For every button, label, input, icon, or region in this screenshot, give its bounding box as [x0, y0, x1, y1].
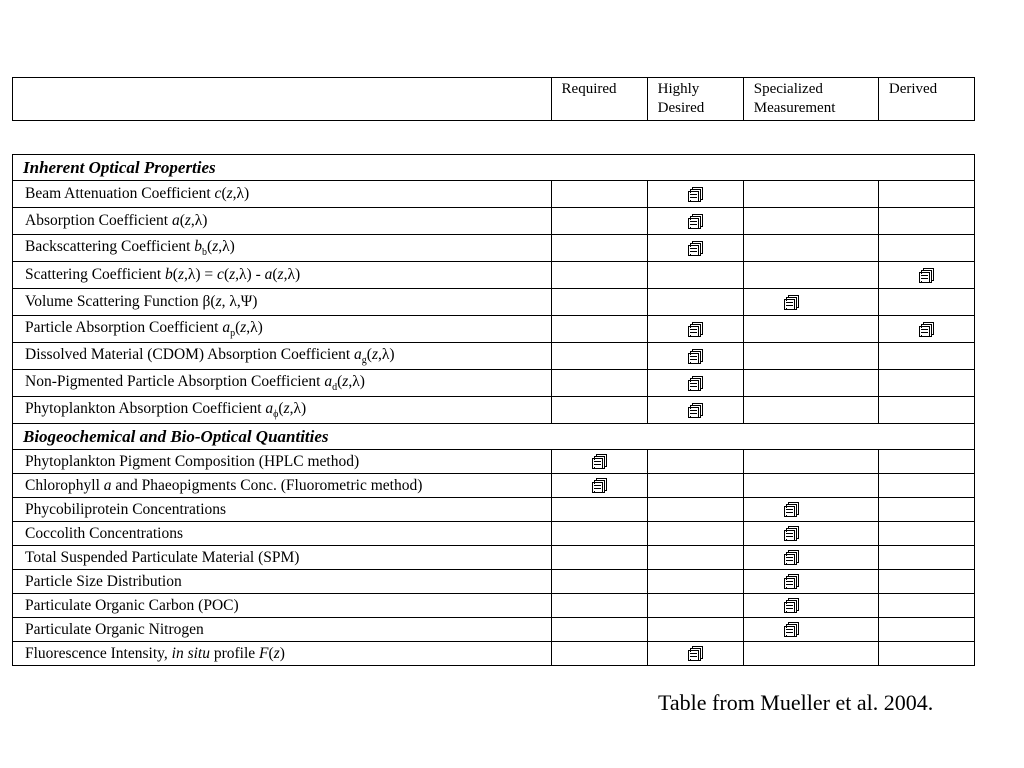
table-row — [13, 570, 975, 594]
document-stack-icon — [688, 349, 701, 364]
highly-desired-cell — [647, 370, 743, 397]
header-table — [12, 77, 975, 121]
table-row — [13, 370, 975, 397]
specialized-cell — [743, 208, 878, 235]
highly-desired-cell — [647, 289, 743, 316]
derived-cell — [878, 522, 974, 546]
header-empty — [13, 78, 552, 121]
table-row — [13, 208, 975, 235]
document-stack-icon — [784, 295, 797, 310]
specialized-cell — [743, 498, 878, 522]
specialized-cell — [743, 474, 878, 498]
derived-cell — [878, 289, 974, 316]
derived-cell — [878, 181, 974, 208]
derived-cell — [878, 235, 974, 262]
table-row — [13, 397, 975, 424]
specialized-cell — [743, 642, 878, 666]
derived-cell — [878, 343, 974, 370]
document-stack-icon — [688, 322, 701, 337]
table-row — [13, 618, 975, 642]
document-stack-icon — [592, 478, 605, 493]
specialized-cell — [743, 316, 878, 343]
required-cell — [551, 181, 647, 208]
derived-cell — [878, 370, 974, 397]
parameter-name: Particulate Organic Nitrogen — [13, 618, 552, 642]
parameter-name: Coccolith Concentrations — [13, 522, 552, 546]
specialized-cell — [743, 370, 878, 397]
table-row — [13, 181, 975, 208]
derived-cell — [878, 546, 974, 570]
derived-cell — [878, 570, 974, 594]
highly-desired-cell — [647, 181, 743, 208]
required-cell — [551, 594, 647, 618]
derived-cell — [878, 498, 974, 522]
derived-cell — [878, 594, 974, 618]
derived-cell — [878, 208, 974, 235]
header-required: Required — [551, 78, 647, 121]
table-row — [13, 522, 975, 546]
parameter-name: Particle Size Distribution — [13, 570, 552, 594]
highly-desired-cell — [647, 262, 743, 289]
required-cell — [551, 450, 647, 474]
highly-desired-cell — [647, 618, 743, 642]
document-stack-icon — [688, 241, 701, 256]
section-header-row — [13, 424, 975, 450]
document-stack-icon — [688, 646, 701, 661]
header-derived: Derived — [878, 78, 974, 121]
required-cell — [551, 618, 647, 642]
parameter-name: Phytoplankton Absorption Coefficient $a_\phi(z,\lambda)$ — [13, 397, 552, 424]
document-stack-icon — [784, 622, 797, 637]
document-stack-icon — [919, 322, 932, 337]
specialized-cell — [743, 546, 878, 570]
highly-desired-cell — [647, 522, 743, 546]
required-cell — [551, 316, 647, 343]
specialized-cell — [743, 181, 878, 208]
highly-desired-cell — [647, 474, 743, 498]
specialized-cell — [743, 522, 878, 546]
required-cell — [551, 570, 647, 594]
highly-desired-cell — [647, 546, 743, 570]
derived-cell — [878, 642, 974, 666]
header-highly-desired: Highly Desired — [647, 78, 743, 121]
highly-desired-cell — [647, 450, 743, 474]
document-stack-icon — [784, 502, 797, 517]
required-cell — [551, 474, 647, 498]
document-stack-icon — [688, 187, 701, 202]
highly-desired-cell — [647, 397, 743, 424]
required-cell — [551, 642, 647, 666]
parameter-name: Volume Scattering Function β(z, λ,Ψ) — [13, 289, 552, 316]
highly-desired-cell — [647, 642, 743, 666]
required-cell — [551, 522, 647, 546]
section-header-row — [13, 155, 975, 181]
parameter-name: Phytoplankton Pigment Composition (HPLC method) — [13, 450, 552, 474]
table-row — [13, 474, 975, 498]
table-row — [13, 498, 975, 522]
table-row — [13, 450, 975, 474]
parameter-name: Particle Absorption Coefficient $a_p(z,\lambda)$ — [13, 316, 552, 343]
specialized-cell — [743, 262, 878, 289]
table-row — [13, 262, 975, 289]
derived-cell — [878, 262, 974, 289]
highly-desired-cell — [647, 594, 743, 618]
document-stack-icon — [688, 376, 701, 391]
document-stack-icon — [784, 526, 797, 541]
specialized-cell — [743, 397, 878, 424]
header-row — [13, 78, 975, 121]
parameter-name: Non-Pigmented Particle Absorption Coefficient $a_d(z,\lambda)$ — [13, 370, 552, 397]
document-stack-icon — [688, 403, 701, 418]
table-row — [13, 642, 975, 666]
parameter-name: Fluorescence Intensity, in situ profile F(z) — [13, 642, 552, 666]
document-stack-icon — [784, 550, 797, 565]
parameter-name: Dissolved Material (CDOM) Absorption Coefficient $a_g(z,\lambda)$ — [13, 343, 552, 370]
document-stack-icon — [919, 268, 932, 283]
parameter-name: Absorption Coefficient a(z,λ) — [13, 208, 552, 235]
document-stack-icon — [592, 454, 605, 469]
highly-desired-cell — [647, 570, 743, 594]
required-cell — [551, 208, 647, 235]
derived-cell — [878, 474, 974, 498]
derived-cell — [878, 450, 974, 474]
required-cell — [551, 343, 647, 370]
table-row — [13, 235, 975, 262]
table-row — [13, 343, 975, 370]
table-row — [13, 289, 975, 316]
specialized-cell — [743, 570, 878, 594]
document-stack-icon — [784, 598, 797, 613]
required-cell — [551, 262, 647, 289]
section-title: Inherent Optical Properties — [13, 155, 975, 181]
table-row — [13, 594, 975, 618]
required-cell — [551, 397, 647, 424]
required-cell — [551, 235, 647, 262]
header-specialized: Specialized Measurement — [743, 78, 878, 121]
parameter-name: Backscattering Coefficient $b_b(z,\lambda)$ — [13, 235, 552, 262]
derived-cell — [878, 397, 974, 424]
table-caption: Table from Mueller et al. 2004. — [658, 690, 934, 715]
document-stack-icon — [688, 214, 701, 229]
parameter-name: Particulate Organic Carbon (POC) — [13, 594, 552, 618]
highly-desired-cell — [647, 498, 743, 522]
specialized-cell — [743, 618, 878, 642]
highly-desired-cell — [647, 343, 743, 370]
measurement-table — [12, 154, 975, 666]
parameter-name: Phycobiliprotein Concentrations — [13, 498, 552, 522]
parameter-name: Chlorophyll a and Phaeopigments Conc. (Fluorometric method) — [13, 474, 552, 498]
parameter-name: Scattering Coefficient b(z,λ) = c(z,λ) - a(z,λ) — [13, 262, 552, 289]
required-cell — [551, 498, 647, 522]
highly-desired-cell — [647, 208, 743, 235]
parameter-name: Beam Attenuation Coefficient c(z,λ) — [13, 181, 552, 208]
highly-desired-cell — [647, 235, 743, 262]
specialized-cell — [743, 343, 878, 370]
required-cell — [551, 289, 647, 316]
specialized-cell — [743, 289, 878, 316]
table-row — [13, 546, 975, 570]
document-stack-icon — [784, 574, 797, 589]
derived-cell — [878, 316, 974, 343]
specialized-cell — [743, 594, 878, 618]
table-row — [13, 316, 975, 343]
required-cell — [551, 370, 647, 397]
specialized-cell — [743, 450, 878, 474]
derived-cell — [878, 618, 974, 642]
parameter-name: Total Suspended Particulate Material (SPM) — [13, 546, 552, 570]
required-cell — [551, 546, 647, 570]
specialized-cell — [743, 235, 878, 262]
highly-desired-cell — [647, 316, 743, 343]
section-title: Biogeochemical and Bio-Optical Quantities — [13, 424, 975, 450]
